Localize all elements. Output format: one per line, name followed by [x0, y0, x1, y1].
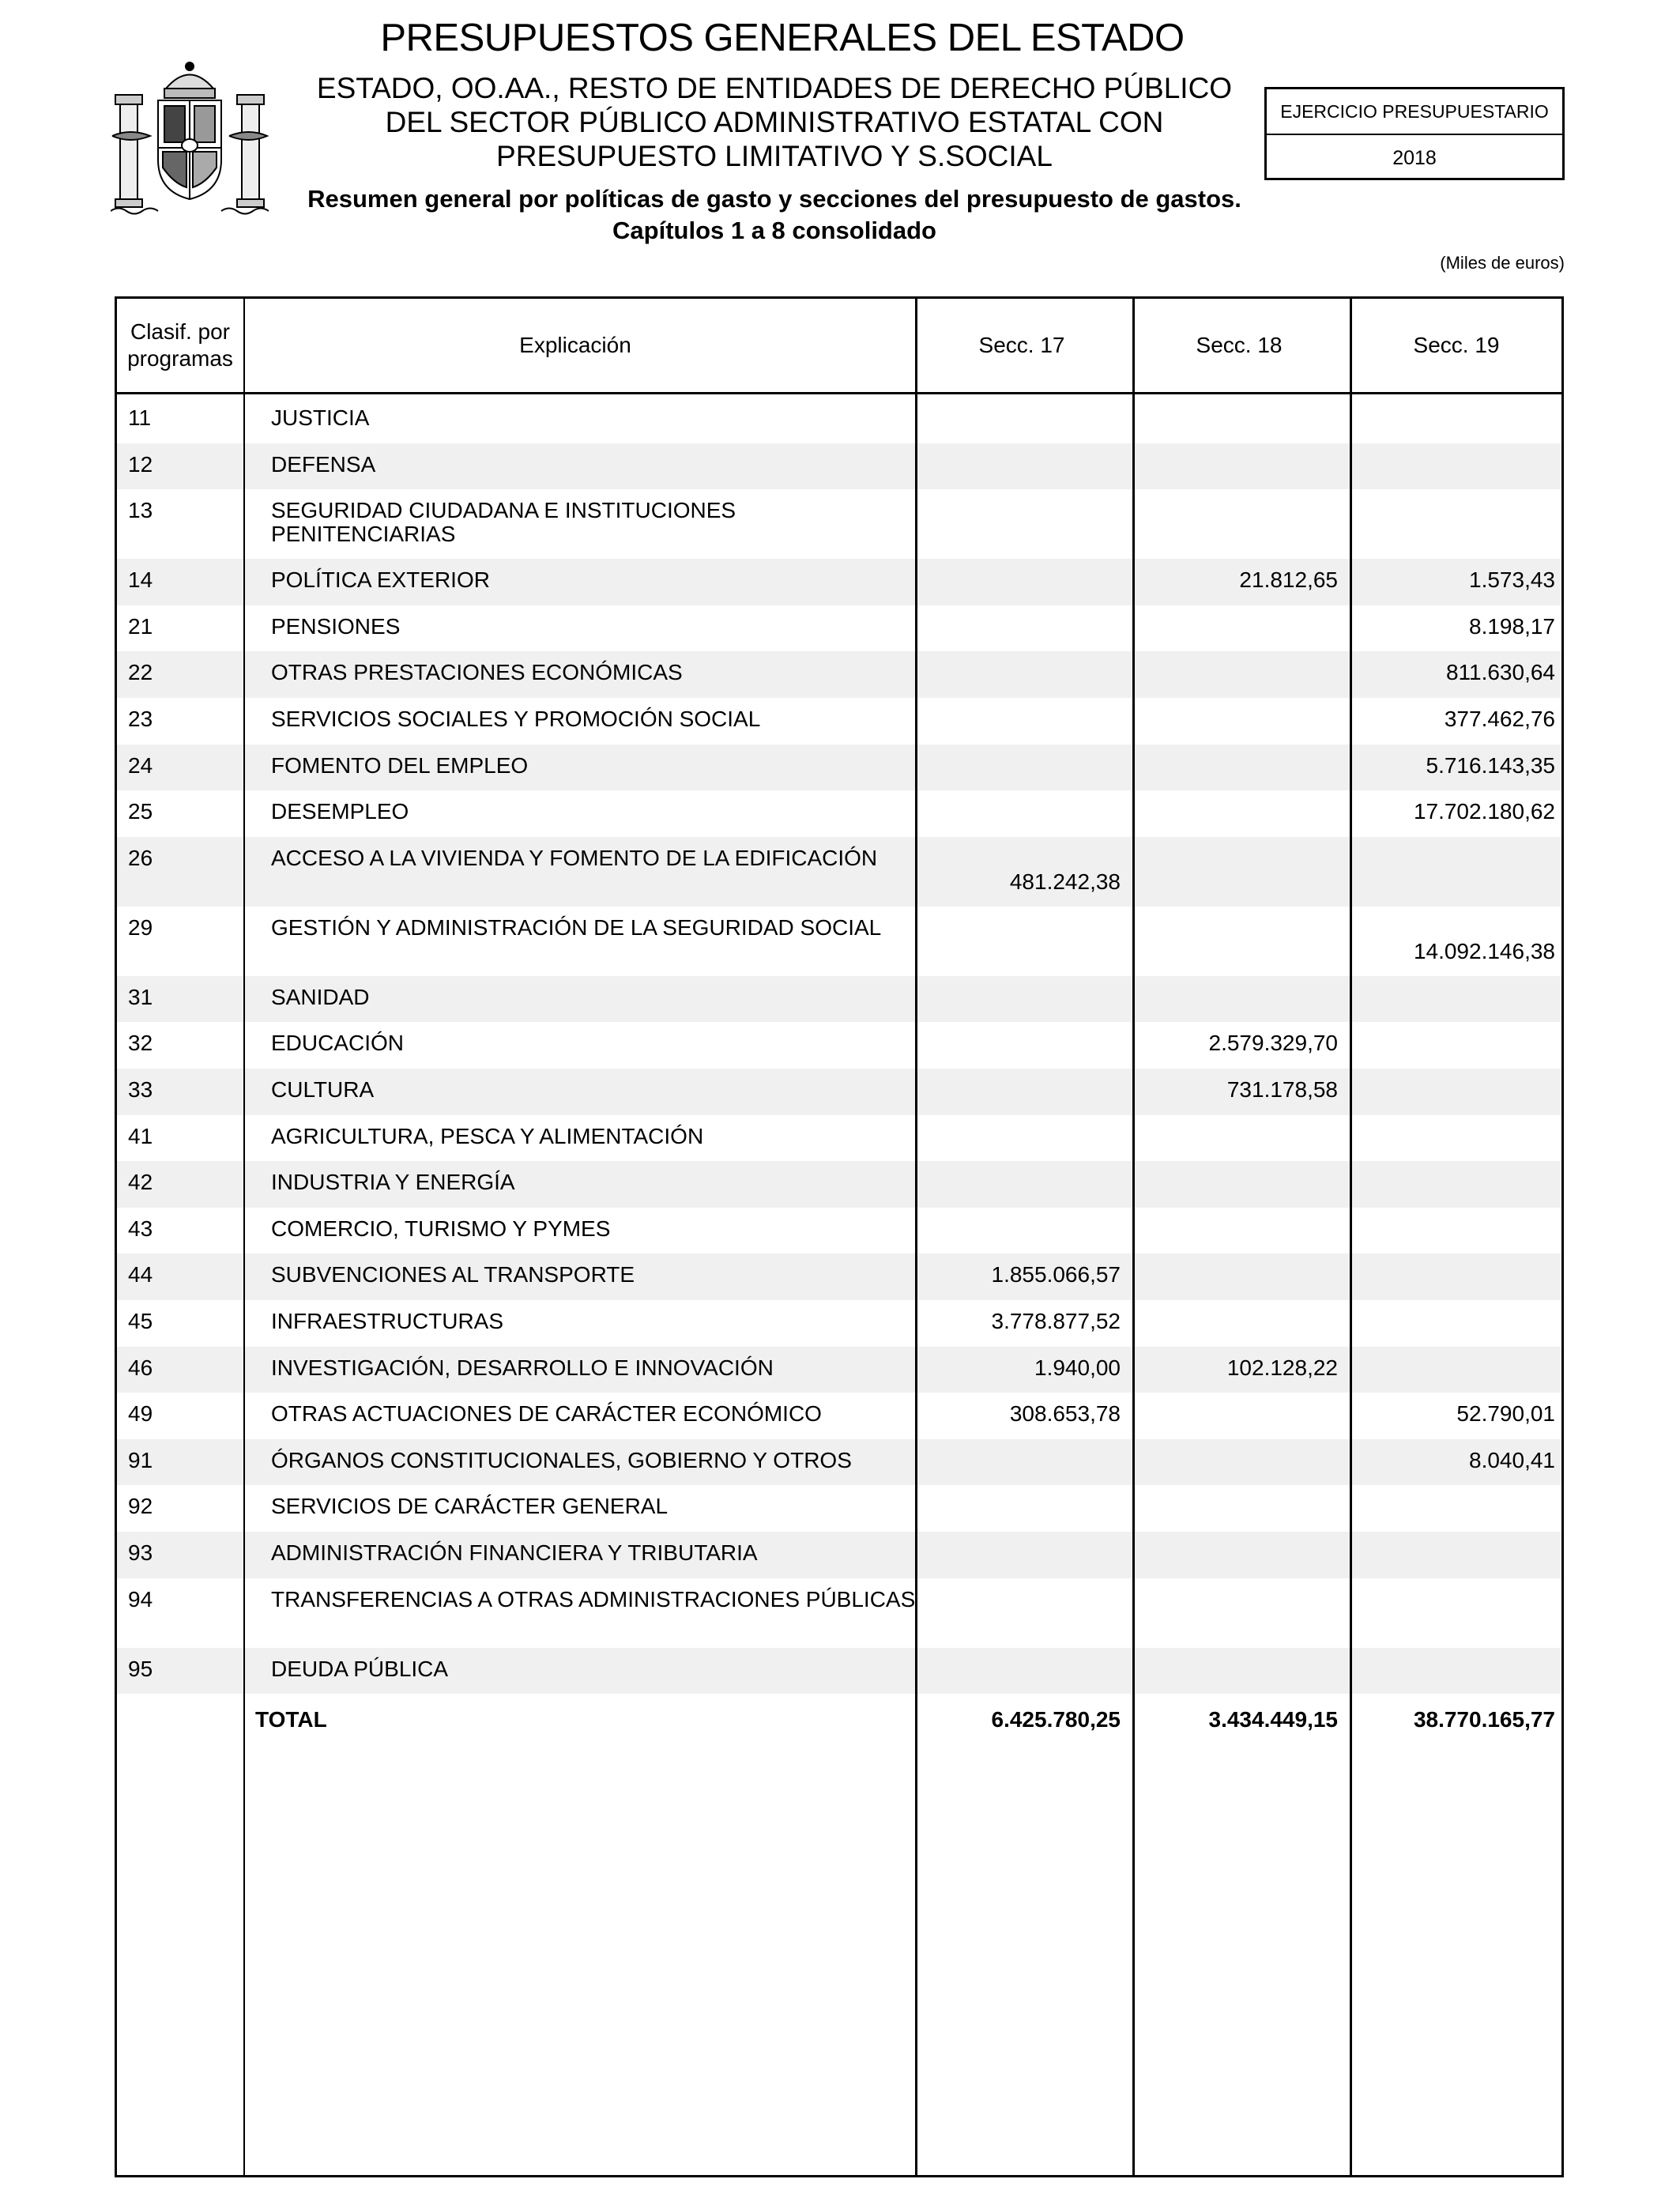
row-code: 91	[128, 1447, 153, 1472]
description-line: Capítulos 1 a 8 consolidado	[612, 217, 936, 244]
subtitle-line: DEL SECTOR PÚBLICO ADMINISTRATIVO ESTATAL CON	[385, 106, 1164, 138]
table-row	[117, 1532, 1561, 1578]
column-divider	[1132, 299, 1135, 2175]
column-divider	[1350, 299, 1352, 2175]
row-explicacion: JUSTICIA	[271, 405, 370, 430]
table-row	[117, 1115, 1561, 1162]
row-explicacion: ÓRGANOS CONSTITUCIONALES, GOBIERNO Y OTROS	[271, 1447, 852, 1472]
row-s17-value: 481.242,38	[1009, 869, 1121, 894]
row-explicacion: TRANSFERENCIAS A OTRAS ADMINISTRACIONES PÚBLICAS	[271, 1586, 916, 1612]
row-code: 43	[128, 1216, 153, 1241]
table-row	[117, 489, 1561, 559]
column-header-explicacion: Explicación	[519, 333, 631, 357]
table-row	[117, 1300, 1561, 1347]
row-explicacion: AGRICULTURA, PESCA Y ALIMENTACIÓN	[271, 1123, 704, 1148]
row-s19-value: 1.573,43	[1469, 567, 1555, 593]
row-s19-value: 377.462,76	[1444, 707, 1555, 731]
row-code: 33	[128, 1077, 153, 1102]
row-code: 21	[128, 613, 153, 639]
table-row	[117, 397, 1561, 443]
row-explicacion: ADMINISTRACIÓN FINANCIERA Y TRIBUTARIA	[271, 1540, 758, 1565]
table-row	[117, 1439, 1561, 1486]
budget-table	[115, 296, 1564, 2177]
row-code: 32	[128, 1031, 153, 1056]
table-row	[117, 1069, 1561, 1115]
row-code: 26	[128, 845, 153, 870]
row-s17-value: 308.653,78	[1009, 1401, 1121, 1427]
table-row	[117, 651, 1561, 698]
row-explicacion: SUBVENCIONES AL TRANSPORTE	[271, 1262, 635, 1287]
row-code: 23	[128, 707, 153, 731]
total-row	[117, 1698, 1561, 1744]
table-row	[117, 1485, 1561, 1532]
row-s17-value: 3.778.877,52	[991, 1309, 1121, 1333]
row-code: 46	[128, 1355, 153, 1380]
row-explicacion: POLÍTICA EXTERIOR	[271, 567, 490, 593]
row-s19-value: 14.092.146,38	[1413, 938, 1555, 963]
units-label: (Miles de euros)	[1440, 253, 1565, 273]
row-explicacion: DEUDA PÚBLICA	[271, 1656, 449, 1681]
column-header-code-line: Clasif. por	[130, 319, 231, 344]
row-explicacion: SERVICIOS DE CARÁCTER GENERAL	[271, 1494, 669, 1519]
row-explicacion: DEFENSA	[271, 451, 376, 477]
row-explicacion: DESEMPLEO	[271, 799, 409, 824]
row-code: 49	[128, 1401, 153, 1427]
table-row	[117, 1253, 1561, 1300]
row-explicacion: SEGURIDAD CIUDADANA E INSTITUCIONES PENITENCIARIAS	[271, 498, 736, 547]
header-divider	[117, 392, 1561, 394]
row-code: 25	[128, 799, 153, 824]
ejercicio-box	[1264, 87, 1565, 180]
row-explicacion: GESTIÓN Y ADMINISTRACIÓN DE LA SEGURIDAD SOCIAL	[271, 914, 882, 940]
row-explicacion: CULTURA	[271, 1077, 375, 1102]
column-header-s17: Secc. 17	[978, 333, 1065, 357]
table-row	[117, 976, 1561, 1023]
table-row	[117, 1393, 1561, 1439]
table-row	[117, 837, 1561, 907]
table-row	[117, 698, 1561, 745]
total-label: TOTAL	[255, 1707, 327, 1732]
subtitle-line: PRESUPUESTO LIMITATIVO Y S.SOCIAL	[496, 140, 1053, 172]
row-code: 22	[128, 660, 153, 685]
row-code: 44	[128, 1262, 153, 1287]
row-s19-value: 8.198,17	[1469, 613, 1555, 639]
row-explicacion: INVESTIGACIÓN, DESARROLLO E INNOVACIÓN	[271, 1355, 774, 1380]
row-s17-value: 1.940,00	[1034, 1355, 1121, 1380]
row-explicacion: INFRAESTRUCTURAS	[271, 1309, 504, 1333]
row-explicacion: OTRAS PRESTACIONES ECONÓMICAS	[271, 660, 683, 685]
row-explicacion: SANIDAD	[271, 984, 370, 1009]
table-row	[117, 559, 1561, 605]
table-row	[117, 790, 1561, 837]
description-line: Resumen general por políticas de gasto y secciones del presupuesto de gastos.	[307, 185, 1241, 213]
row-explicacion: ACCESO A LA VIVIENDA Y FOMENTO DE LA EDIFICACIÓN	[271, 845, 878, 870]
row-code: 11	[128, 405, 152, 430]
row-code: 24	[128, 752, 153, 778]
subtitle-line: ESTADO, OO.AA., RESTO DE ENTIDADES DE DERECHO PÚBLICO	[316, 72, 1233, 104]
page-description	[261, 183, 1288, 247]
row-s18-value: 731.178,58	[1226, 1077, 1338, 1102]
ejercicio-label: EJERCICIO PRESUPUESTARIO	[1267, 89, 1562, 135]
page-title: PRESUPUESTOS GENERALES DEL ESTADO	[380, 17, 1185, 59]
row-code: 13	[128, 498, 153, 523]
row-explicacion: SERVICIOS SOCIALES Y PROMOCIÓN SOCIAL	[271, 707, 761, 731]
table-row	[117, 1347, 1561, 1393]
row-s19-value: 811.630,64	[1445, 660, 1555, 685]
column-header-code	[117, 299, 243, 392]
column-divider	[243, 299, 245, 2175]
page-subtitle	[292, 71, 1256, 173]
row-code: 12	[128, 451, 153, 477]
ejercicio-year: 2018	[1392, 147, 1437, 169]
table-row	[117, 1648, 1561, 1695]
column-header-s18: Secc. 18	[1196, 333, 1283, 357]
row-s18-value: 102.128,22	[1226, 1355, 1338, 1380]
total-s19-value: 38.770.165,77	[1413, 1707, 1555, 1732]
total-s17-value: 6.425.780,25	[991, 1707, 1121, 1732]
table-row	[117, 1161, 1561, 1208]
total-s18-value: 3.434.449,15	[1208, 1707, 1338, 1732]
row-explicacion: COMERCIO, TURISMO Y PYMES	[271, 1216, 611, 1241]
column-divider	[915, 299, 917, 2175]
table-row	[117, 907, 1561, 976]
row-explicacion: FOMENTO DEL EMPLEO	[271, 752, 529, 778]
table-row	[117, 1578, 1561, 1648]
column-header-code-line: programas	[127, 346, 233, 371]
row-s19-value: 17.702.180,62	[1413, 799, 1555, 824]
row-code: 95	[128, 1656, 153, 1681]
row-explicacion: EDUCACIÓN	[271, 1031, 405, 1056]
row-s19-value: 5.716.143,35	[1426, 752, 1555, 778]
row-code: 41	[128, 1123, 153, 1148]
row-code: 42	[128, 1170, 153, 1195]
row-s19-value: 52.790,01	[1456, 1401, 1555, 1427]
table-row	[117, 443, 1561, 490]
row-s18-value: 21.812,65	[1239, 567, 1338, 593]
row-explicacion: OTRAS ACTUACIONES DE CARÁCTER ECONÓMICO	[271, 1401, 822, 1427]
row-s19-value: 8.040,41	[1469, 1447, 1555, 1472]
row-s17-value: 1.855.066,57	[991, 1262, 1121, 1287]
column-header-s19: Secc. 19	[1413, 333, 1500, 357]
table-row	[117, 745, 1561, 791]
table-row	[117, 605, 1561, 652]
row-code: 14	[128, 567, 153, 593]
row-code: 93	[128, 1540, 153, 1565]
row-code: 29	[128, 914, 153, 940]
row-code: 31	[128, 984, 153, 1009]
row-explicacion: PENSIONES	[271, 613, 401, 639]
row-code: 45	[128, 1309, 153, 1333]
table-row	[117, 1022, 1561, 1069]
coat-of-arms-icon	[111, 57, 269, 215]
row-explicacion: INDUSTRIA Y ENERGÍA	[271, 1170, 515, 1195]
table-row	[117, 1208, 1561, 1254]
row-code: 92	[128, 1494, 153, 1519]
row-code: 94	[128, 1586, 153, 1612]
row-s18-value: 2.579.329,70	[1208, 1031, 1338, 1056]
